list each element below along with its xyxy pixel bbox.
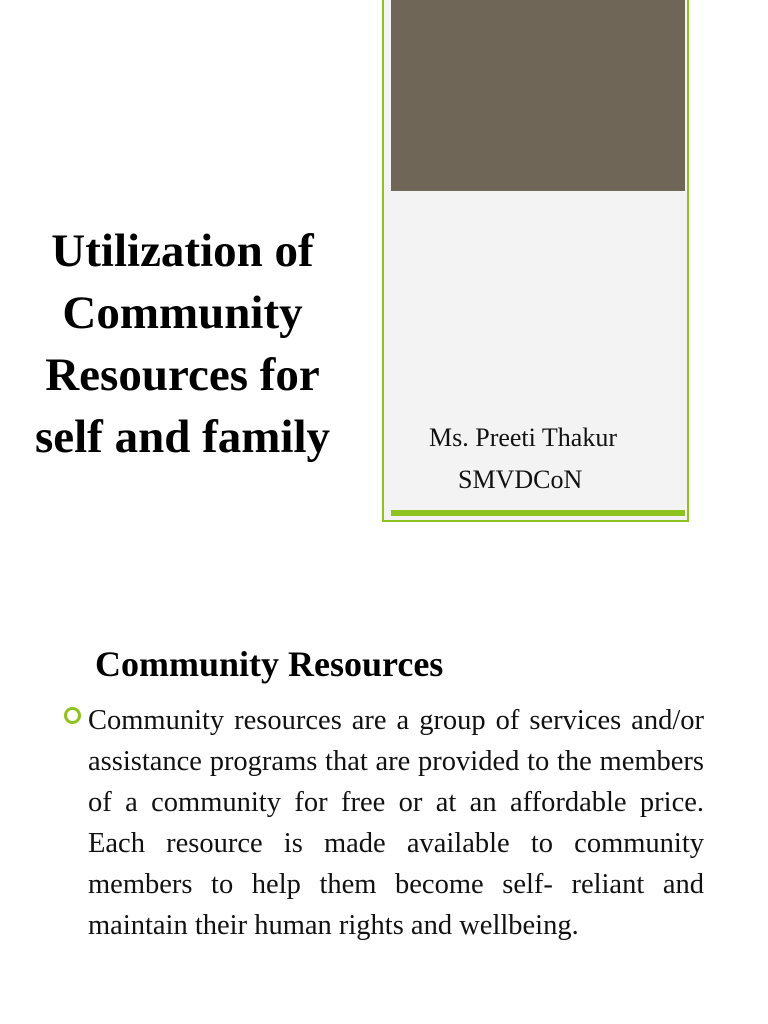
author-block [384,417,687,501]
slide-title [10,220,355,468]
hollow-circle-bullet-icon [64,707,81,724]
section-heading: Community Resources [95,644,444,684]
panel-accent-bar [391,510,685,516]
bullet-text: Community resources are a group of services and/or assistance programs that are provided to the members of a community for free or at an affordable price. Each resource is made available to community members to help them become self- reliant and maintain their human rights and wellbeing. [88,705,704,941]
author-name: Ms. Preeti Thakur [429,423,617,452]
title-line-1: Utilization of [51,225,314,277]
title-line-3: Resources for [45,349,320,401]
bullet-item [64,700,704,946]
title-line-2: Community [62,287,303,339]
slide-title-block [10,220,355,468]
author-affiliation: SMVDCoN [458,465,583,494]
photo-placeholder [391,0,685,191]
title-line-4: self and family [34,411,331,463]
author-side-panel [382,0,689,522]
